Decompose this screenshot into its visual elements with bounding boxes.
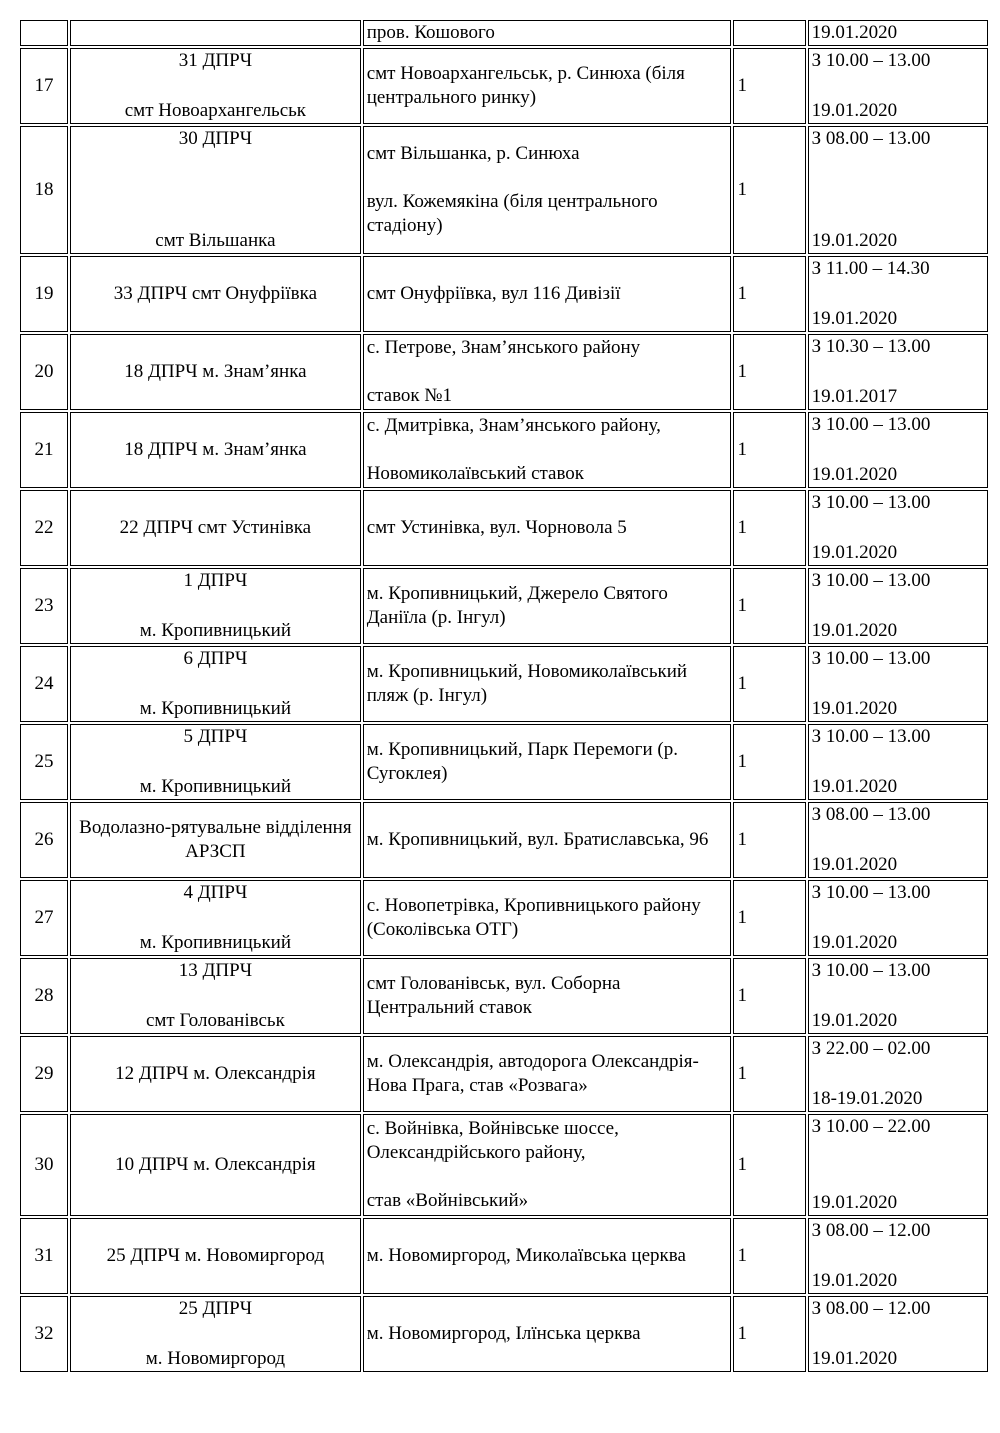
unit-line: 13 ДПРЧ [178, 960, 253, 981]
time-line: З 08.00 – 13.00 [811, 128, 931, 149]
time-line: З 10.00 – 13.00 [811, 648, 931, 669]
time-cell [808, 958, 988, 1034]
location-cell [363, 958, 732, 1034]
time-line: 19.01.2020 [811, 542, 898, 563]
location-line: м. Кропивницький, Новомиколаївський пляж (р. Інгул) [366, 661, 688, 706]
count-cell: 1 [733, 880, 805, 956]
time-cell [808, 334, 988, 410]
location-line: смт Новоархангельськ, р. Синюха (біля центрального ринку) [366, 63, 685, 108]
unit-line: м. Новомиргород [145, 1348, 286, 1369]
time-cell [808, 48, 988, 124]
row-number-cell: 29 [20, 1036, 68, 1112]
time-line: З 08.00 – 12.00 [811, 1298, 931, 1319]
location-cell [363, 880, 732, 956]
count-cell: 1 [733, 1036, 805, 1112]
count-cell [733, 20, 805, 46]
count-cell: 1 [733, 568, 805, 644]
unit-line: смт Голованівськ [145, 1010, 285, 1031]
location-cell [363, 490, 732, 566]
count-cell: 1 [733, 724, 805, 800]
table-row [20, 334, 988, 410]
unit-line: 30 ДПРЧ [178, 128, 253, 149]
unit-line: 12 ДПРЧ м. Олександрія [115, 1063, 316, 1084]
time-line: 19.01.2020 [811, 854, 898, 875]
location-line: с. Дмитрівка, Знам’янського району, [366, 415, 661, 436]
unit-line: 18 ДПРЧ м. Знам’янка [124, 439, 307, 460]
time-cell [808, 646, 988, 722]
row-number-cell [20, 20, 68, 46]
location-cell [363, 568, 732, 644]
time-line: 19.01.2020 [811, 1010, 898, 1031]
time-line: З 10.00 – 13.00 [811, 960, 931, 981]
unit-line: 31 ДПРЧ [178, 50, 253, 71]
line-gap [367, 166, 728, 190]
time-line: З 10.00 – 22.00 [811, 1116, 931, 1137]
unit-line: м. Кропивницький [139, 698, 292, 719]
table-row [20, 724, 988, 800]
time-cell [808, 490, 988, 566]
unit-cell [70, 1218, 361, 1294]
time-line: З 10.00 – 13.00 [811, 882, 931, 903]
time-line: 19.01.2020 [811, 620, 898, 641]
unit-cell [70, 958, 361, 1034]
location-line: вул. Кожемякіна (біля центрального стадіону) [366, 191, 658, 236]
schedule-table-body [20, 20, 988, 1372]
time-cell [808, 126, 988, 254]
table-row [20, 126, 988, 254]
table-row [20, 490, 988, 566]
time-cell [808, 20, 988, 46]
unit-line: м. Кропивницький [139, 932, 292, 953]
row-number-cell: 32 [20, 1296, 68, 1372]
location-cell [363, 256, 732, 332]
row-number-cell: 20 [20, 334, 68, 410]
location-line: м. Кропивницький, вул. Братиславська, 96 [366, 829, 709, 850]
time-cell [808, 256, 988, 332]
count-cell: 1 [733, 802, 805, 878]
unit-line: 1 ДПРЧ [183, 570, 248, 591]
time-line: 18-19.01.2020 [811, 1088, 923, 1109]
location-cell [363, 20, 732, 46]
time-cell [808, 1218, 988, 1294]
count-cell: 1 [733, 334, 805, 410]
time-line: 19.01.2020 [811, 1270, 898, 1291]
location-cell [363, 48, 732, 124]
count-cell: 1 [733, 646, 805, 722]
unit-line: м. Кропивницький [139, 776, 292, 797]
location-line: став «Войнівський» [366, 1190, 529, 1211]
table-row [20, 880, 988, 956]
unit-line: смт Вільшанка [155, 230, 276, 251]
count-cell: 1 [733, 48, 805, 124]
table-row [20, 646, 988, 722]
count-cell: 1 [733, 1296, 805, 1372]
time-line: 19.01.2020 [811, 698, 898, 719]
row-number-cell: 23 [20, 568, 68, 644]
location-line: м. Олександрія, автодорога Олександрія-Нова Прага, став «Розвага» [366, 1051, 699, 1096]
time-cell [808, 1036, 988, 1112]
row-number-cell: 28 [20, 958, 68, 1034]
unit-cell [70, 126, 361, 254]
table-row [20, 412, 988, 488]
time-line: З 08.00 – 13.00 [811, 804, 931, 825]
unit-cell [70, 880, 361, 956]
count-cell: 1 [733, 958, 805, 1034]
row-number-cell: 24 [20, 646, 68, 722]
time-line: 19.01.2020 [811, 308, 898, 329]
location-line: ставок №1 [366, 385, 453, 406]
schedule-table [18, 18, 990, 1374]
location-line: смт Вільшанка, р. Синюха [366, 143, 580, 164]
location-line: смт Голованівськ, вул. Соборна Центральний ставок [366, 973, 621, 1018]
time-line: З 08.00 – 12.00 [811, 1220, 931, 1241]
unit-cell [70, 802, 361, 878]
location-cell [363, 1036, 732, 1112]
table-row [20, 568, 988, 644]
location-cell [363, 412, 732, 488]
time-line: 19.01.2017 [811, 386, 898, 407]
time-cell [808, 1296, 988, 1372]
location-line: смт Устинівка, вул. Чорновола 5 [366, 517, 627, 538]
location-line: смт Онуфріївка, вул 116 Дивізії [366, 283, 621, 304]
table-row [20, 958, 988, 1034]
time-line: З 10.00 – 13.00 [811, 414, 931, 435]
table-row [20, 1036, 988, 1112]
location-cell [363, 1296, 732, 1372]
unit-line: 22 ДПРЧ смт Устинівка [119, 517, 312, 538]
time-line: З 11.00 – 14.30 [811, 258, 930, 279]
location-line: пров. Кошового [366, 22, 495, 43]
location-cell [363, 646, 732, 722]
unit-cell [70, 412, 361, 488]
count-cell: 1 [733, 256, 805, 332]
time-cell [808, 724, 988, 800]
row-number-cell: 19 [20, 256, 68, 332]
unit-line: 6 ДПРЧ [183, 648, 248, 669]
line-gap [367, 1165, 728, 1189]
location-line: с. Войнівка, Войнівське шоссе, Олександрійського району, [366, 1118, 619, 1163]
unit-cell [70, 490, 361, 566]
unit-cell [70, 20, 361, 46]
time-line: 19.01.2020 [811, 776, 898, 797]
location-line: с. Петрове, Знам’янського району [366, 337, 641, 358]
row-number-cell: 21 [20, 412, 68, 488]
time-line: 19.01.2020 [811, 464, 898, 485]
location-cell [363, 802, 732, 878]
table-row [20, 1218, 988, 1294]
unit-line: смт Новоархангельськ [124, 100, 307, 121]
location-line: Новомиколаївський ставок [366, 463, 585, 484]
table-row [20, 802, 988, 878]
row-number-cell: 27 [20, 880, 68, 956]
table-row [20, 20, 988, 46]
unit-line: 25 ДПРЧ м. Новомиргород [106, 1245, 325, 1266]
table-row [20, 1114, 988, 1216]
time-line: 19.01.2020 [811, 230, 898, 251]
row-number-cell: 26 [20, 802, 68, 878]
time-cell [808, 568, 988, 644]
location-cell [363, 724, 732, 800]
unit-line: 5 ДПРЧ [183, 726, 248, 747]
time-line: З 22.00 – 02.00 [811, 1038, 931, 1059]
unit-cell [70, 1296, 361, 1372]
unit-cell [70, 256, 361, 332]
unit-line: м. Кропивницький [139, 620, 292, 641]
unit-cell [70, 646, 361, 722]
row-number-cell: 22 [20, 490, 68, 566]
row-number-cell: 18 [20, 126, 68, 254]
row-number-cell: 17 [20, 48, 68, 124]
table-row [20, 48, 988, 124]
count-cell: 1 [733, 412, 805, 488]
unit-line: Водолазно-рятувальне відділення АРЗСП [79, 817, 352, 862]
line-gap [367, 360, 728, 384]
unit-cell [70, 1114, 361, 1216]
location-cell [363, 1218, 732, 1294]
time-line: З 10.00 – 13.00 [811, 492, 931, 513]
row-number-cell: 31 [20, 1218, 68, 1294]
time-cell [808, 1114, 988, 1216]
time-line: 19.01.2020 [811, 1192, 898, 1213]
row-number-cell: 25 [20, 724, 68, 800]
time-line: 19.01.2020 [811, 932, 898, 953]
count-cell: 1 [733, 490, 805, 566]
table-row [20, 256, 988, 332]
unit-line: 10 ДПРЧ м. Олександрія [115, 1154, 316, 1175]
row-number-cell: 30 [20, 1114, 68, 1216]
location-cell [363, 334, 732, 410]
table-row [20, 1296, 988, 1372]
time-cell [808, 802, 988, 878]
unit-line: 33 ДПРЧ смт Онуфріївка [113, 283, 318, 304]
time-line: З 10.00 – 13.00 [811, 570, 931, 591]
unit-cell [70, 1036, 361, 1112]
count-cell: 1 [733, 1218, 805, 1294]
time-line: 19.01.2020 [811, 22, 898, 43]
location-line: м. Кропивницький, Джерело Святого Даніїла (р. Інгул) [366, 583, 668, 628]
unit-line: 25 ДПРЧ [178, 1298, 253, 1319]
unit-cell [70, 724, 361, 800]
time-line: 19.01.2020 [811, 100, 898, 121]
time-cell [808, 880, 988, 956]
count-cell: 1 [733, 1114, 805, 1216]
location-cell [363, 126, 732, 254]
location-line: м. Новомиргород, Ілїнська церква [366, 1323, 641, 1344]
time-line: З 10.00 – 13.00 [811, 50, 931, 71]
unit-line: 4 ДПРЧ [183, 882, 248, 903]
location-line: м. Кропивницький, Парк Перемоги (р. Сугоклея) [366, 739, 678, 784]
location-line: с. Новопетрівка, Кропивницького району (Соколівська ОТГ) [366, 895, 701, 940]
location-cell [363, 1114, 732, 1216]
time-cell [808, 412, 988, 488]
unit-cell [70, 334, 361, 410]
line-gap [367, 438, 728, 462]
location-line: м. Новомиргород, Миколаївська церква [366, 1245, 686, 1266]
unit-cell [70, 48, 361, 124]
unit-cell [70, 568, 361, 644]
unit-line: 18 ДПРЧ м. Знам’янка [124, 361, 307, 382]
time-line: З 10.00 – 13.00 [811, 726, 931, 747]
count-cell: 1 [733, 126, 805, 254]
time-line: З 10.30 – 13.00 [811, 336, 931, 357]
time-line: 19.01.2020 [811, 1348, 898, 1369]
